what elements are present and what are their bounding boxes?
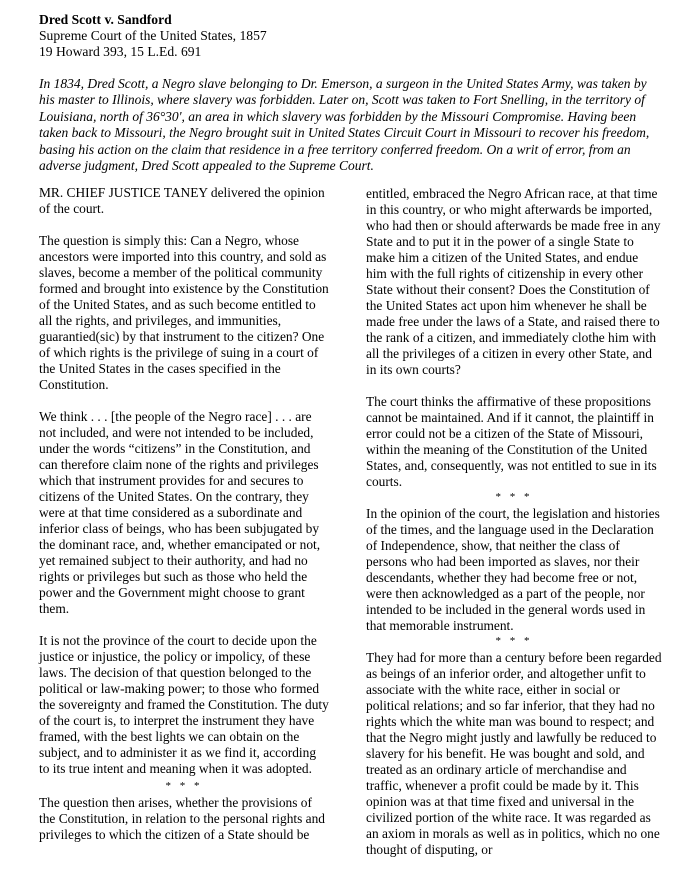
section-separator: * * *: [495, 491, 533, 503]
section-separator: * * *: [165, 780, 203, 792]
left-column: [39, 185, 329, 859]
case-summary: In 1834, Dred Scott, a Negro slave belonging to Dr. Emerson, a surgeon in the United States Army, was taken by his master to Illinois, where slavery was forbidden. Later on, Scott was taken to Fort Snelling, in the territory of Louisiana, north of 36°30', an area in which slavery was forbidden by the Missouri Compromise. Having been taken back to Missouri, the Negro brought suit in United States Circuit Court in Missouri to recover his freedom, basing his action on the claim that residence in a free territory conferred freedom. On a writ of error, from an adverse judgment, Dred Scott appealed to the Supreme Court.: [39, 76, 650, 174]
paragraph: In the opinion of the court, the legislation and histories of the times, and the language used in the Declaration of Independence, show, that neither the class of persons who had been imported as slaves, nor their descendants, whether they had become free or not, were then acknowledged as a part of the people, nor intended to be included in the general words used in that memorable instrument.: [366, 506, 660, 633]
opinion-opening: MR. CHIEF JUSTICE TANEY delivered the opinion of the court.: [39, 185, 325, 216]
right-column: [366, 186, 662, 874]
citation: 19 Howard 393, 15 L.Ed. 691: [39, 44, 202, 59]
paragraph: The question then arises, whether the provisions of the Constitution, in relation to the personal rights and privileges to which the citizen of a State should be: [39, 795, 325, 842]
paragraph: The court thinks the affirmative of these propositions cannot be maintained. And if it cannot, the plaintiff in error could not be a citizen of the State of Missouri, within the meaning of the Constitution of the United States, and, consequently, was not entitled to sue in its courts.: [366, 394, 657, 489]
paragraph: It is not the province of the court to decide upon the justice or injustice, the policy or impolicy, of these laws. The decision of that question belonged to the political or law-making power; to those who formed the sovereignty and framed the Constitution. The duty of the court is, to interpret the instrument they have framed, with the best lights we can obtain on the subject, and to administer it as we find it, according to its true intent and meaning when it was adopted.: [39, 633, 329, 776]
section-separator: * * *: [495, 635, 533, 647]
case-header: [39, 12, 659, 60]
paragraph: They had for more than a century before been regarded as beings of an inferior order, and altogether unfit to associate with the white race, either in social or political relations; and so far inferior, that they had no rights which the white man was bound to respect; and that the Negro might justly and lawfully be reduced to slavery for his benefit. He was bought and sold, and treated as an ordinary article of merchandise and traffic, whenever a profit could be made by it. This opinion was at that time fixed and universal in the civilized portion of the white race. It was regarded as an axiom in morals as well as in politics, which no one thought of disputing, or: [366, 650, 662, 857]
paragraph: entitled, embraced the Negro African race, at that time in this country, or who might afterwards be imported, who had then or should afterwards be made free in any State and to put it in the power of a single State to make him a citizen of the United States, and endue him with the full rights of citizenship in every other State without their consent? Does the Constitution of the United States act upon him whenever he shall be made free under the laws of a State, and raised there to the rank of a citizen, and immediately clothe him with all the privileges of a citizen in every other State, and in its own courts?: [366, 186, 661, 377]
court-line: Supreme Court of the United States, 1857: [39, 28, 267, 43]
paragraph: The question is simply this: Can a Negro, whose ancestors were imported into this country, and sold as slaves, become a member of the political community formed and brought into existence by the Constitution of the United States, and as such become entitled to all the rights, and privileges, and immunities, guarantied(sic) by that instrument to the citizen? One of which rights is the privilege of suing in a court of the United States in the cases specified in the Constitution.: [39, 233, 329, 392]
paragraph: We think . . . [the people of the Negro race] . . . are not included, and were not intended to be included, under the words “citizens” in the Constitution, and can therefore claim none of the rights and privileges which that instrument provides for and secures to citizens of the United States. On the contrary, they were at that time considered as a subordinate and inferior class of beings, who has been subjugated by the dominant race, and, whether emancipated or not, yet remained subject to their authority, and had no rights or privileges but such as those who held the power and the Government might choose to grant them.: [39, 409, 321, 616]
case-title: Dred Scott v. Sandford: [39, 12, 172, 27]
